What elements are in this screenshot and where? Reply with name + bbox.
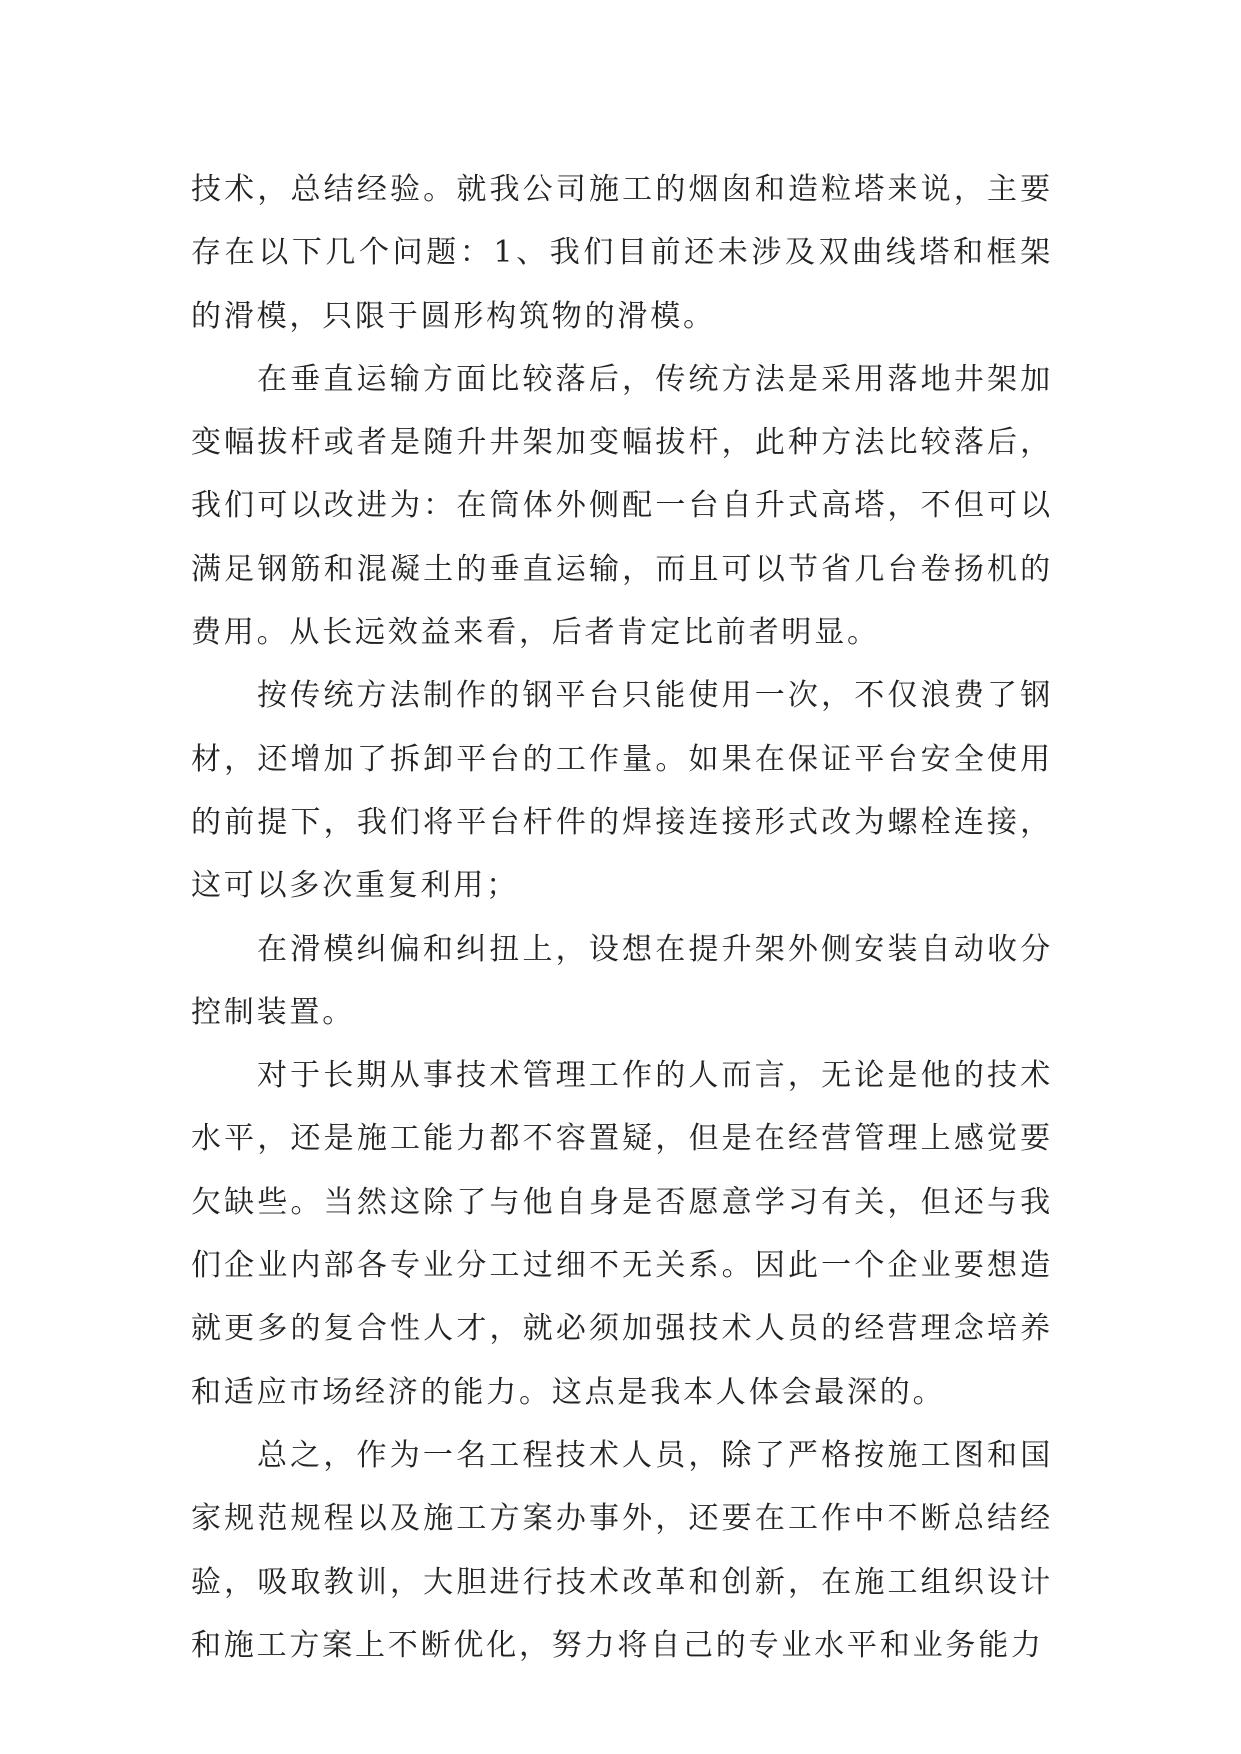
paragraph-steel-platform: 按传统方法制作的钢平台只能使用一次，不仅浪费了钢材，还增加了拆卸平台的工作量。如果在保证平台安全使用的前提下，我们将平台杆件的焊接连接形式改为螺栓连接，这可以多次重复利用；: [191, 678, 1053, 904]
paragraph-continuation: 技术，总结经验。就我公司施工的烟囱和造粒塔来说，主要存在以下几个问题：1、我们目前还未涉及双曲线塔和框架的滑模，只限于圆形构筑物的滑模。: [191, 172, 1053, 334]
paragraph-management: 对于长期从事技术管理工作的人而言，无论是他的技术水平，还是施工能力都不容置疑，但是在经营管理上感觉要欠缺些。当然这除了与他自身是否愿意学习有关，但还与我们企业内部各专业分工过细不无关系。因此一个企业要想造就更多的复合性人才，就必须加强技术人员的经营理念培养和适应市场经济的能力。这点是我本人体会最深的。: [191, 1058, 1053, 1410]
paragraph-vertical-transport: 在垂直运输方面比较落后，传统方法是采用落地井架加变幅拔杆或者是随升井架加变幅拔杆，此种方法比较落后，我们可以改进为：在筒体外侧配一台自升式高塔，不但可以满足钢筋和混凝土的垂直运输，而且可以节省几台卷扬机的费用。从长远效益来看，后者肯定比前者明显。: [191, 361, 1053, 651]
paragraph-deviation-correction: 在滑模纠偏和纠扭上，设想在提升架外侧安装自动收分控制装置。: [191, 931, 1053, 1030]
paragraph-conclusion: 总之，作为一名工程技术人员，除了严格按施工图和国家规范规程以及施工方案办事外，还要在工作中不断总结经验，吸取教训，大胆进行技术改革和创新，在施工组织设计和施工方案上不断优化，努力将自己的专业水平和业务能力: [191, 1437, 1053, 1663]
document-body: [191, 158, 1053, 1677]
